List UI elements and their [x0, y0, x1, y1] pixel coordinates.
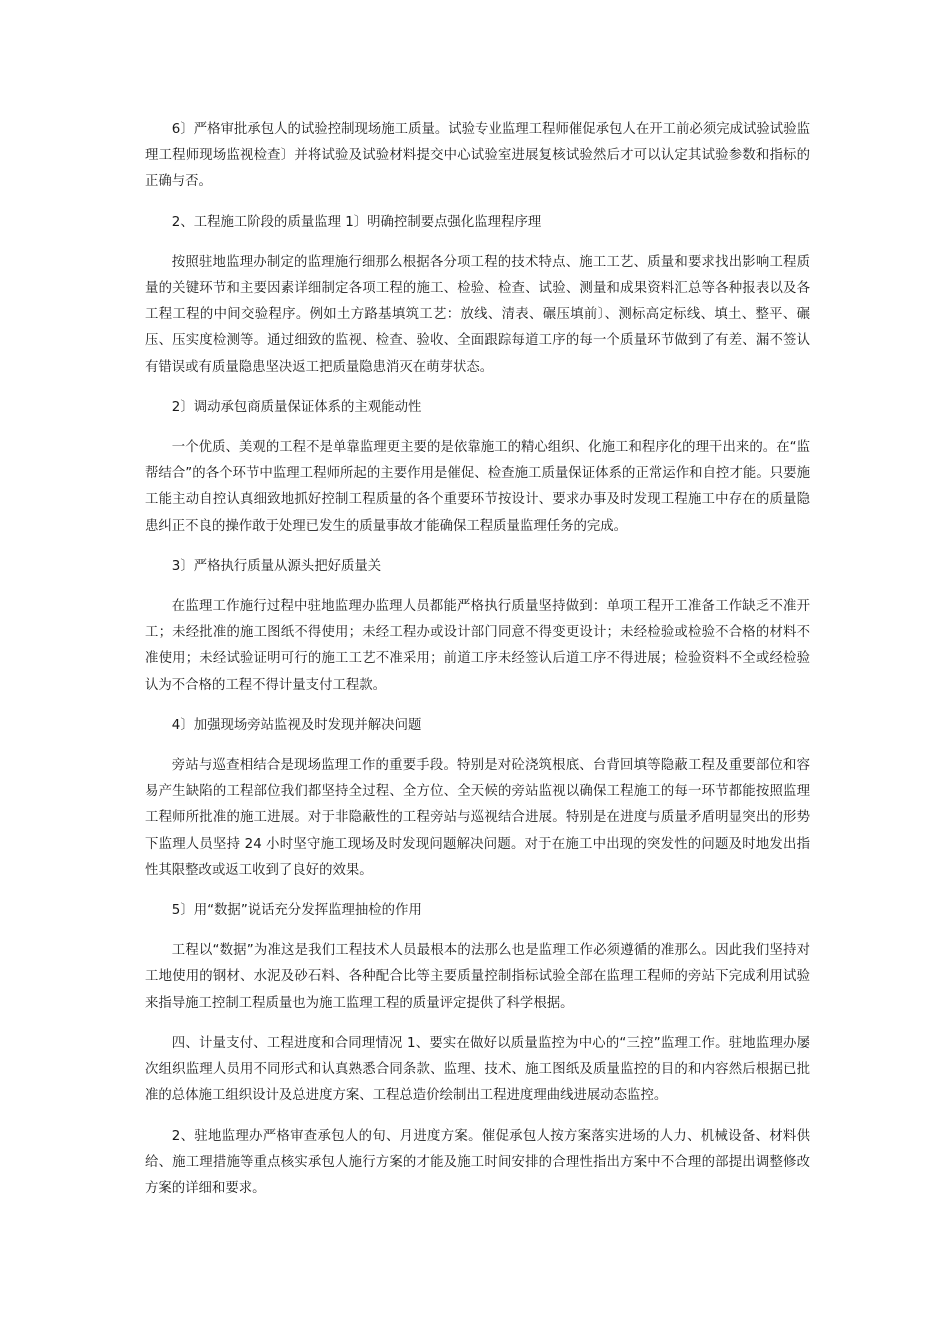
paragraph-source-quality: 在监理工作施行过程中驻地监理办监理人员都能严格执行质量坚持做到：单项工程开工准备工作缺乏不准开工；未经批准的施工图纸不得使用；未经工程办或设计部门同意不得变更设计；未经检验或检验不合格的材料不准使用；未经试验证明可行的施工工艺不准采用；前道工序未经签认后道工序不得进展；检验资料不全或经检验认为不合格的工程不得计量支付工程款。 — [145, 599, 810, 693]
paragraph-section-4-progress: 四、计量支付、工程进度和合同理情况 1、要实在做好以质量监控为中心的“三控”监理工作。驻地监理办屡次组织监理人员用不同形式和认真熟悉合同条款、监理、技术、施工图纸及质量监控的目的和内容然后根据已批准的总体施工组织设计及总进度方案、工程总造价绘制出工程进度理曲线进展动态监控。 — [145, 1035, 810, 1104]
subheading-5-data: 5〕用“数据”说话充分发挥监理抽检的作用 — [171, 903, 422, 919]
paragraph-6-test-approval: 6〕严格审批承包人的试验控制现场施工质量。试验专业监理工程师催促承包人在开工前必须完成试验试验监理工程师现场监视检查〕并将试验及试验材料提交中心试验室进展复核试验然后才可以认定其试验参数和指标的正确与否。 — [145, 122, 810, 190]
subheading-4-site-supervision: 4〕加强现场旁站监视及时发现并解决问题 — [171, 717, 422, 733]
paragraph-data: 工程以“数据”为准这是我们工程技术人员最根本的法那么也是监理工作必须遵循的准那么。因此我们坚持对工地使用的钢材、水泥及砂石料、各种配合比等主要质量控制指标试验全部在监理工程师的旁站下完成利用试验来指导施工控制工程质量也为施工监理工程的质量评定提供了科学根据。 — [145, 943, 810, 1011]
document-body — [145, 117, 810, 1216]
paragraph-site-supervision: 旁站与巡查相结合是现场监理工作的重要手段。特别是对砼浇筑根底、台背回填等隐蔽工程及重要部位和容易产生缺陷的工程部位我们都坚持全过程、全方位、全天候的旁站监视以确保工程施工的每一环节都能按照监理工程师所批准的施工进展。对于非隐蔽性的工程旁站与巡视结合进展。特别是在进度与质量矛盾明显突出的形势下监理人员坚持 24 小时坚守施工现场及时发现问题解决问题。对于在施工中出现的突发性的问题及时地发出指性其限整改或返工收到了良好的效果。 — [145, 758, 810, 878]
subheading-2-quality-system: 2〕调动承包商质量保证体系的主观能动性 — [171, 399, 422, 415]
paragraph-schedule-review: 2、驻地监理办严格审查承包人的旬、月进度方案。催促承包人按方案落实进场的人力、机械设备、材料供给、施工理措施等重点核实承包人施行方案的才能及施工时间安排的合理性指出方案中不合理的部提出调整修改方案的详细和要求。 — [145, 1128, 810, 1196]
subheading-3-source-quality: 3〕严格执行质量从源头把好质量关 — [171, 558, 382, 574]
section-heading-construction-quality: 2、工程施工阶段的质量监理 1〕明确控制要点强化监理程序理 — [171, 214, 542, 230]
paragraph-control-points: 按照驻地监理办制定的监理施行细那么根据各分项工程的技术特点、施工工艺、质量和要求找出影响工程质量的关键环节和主要因素详细制定各项工程的施工、检验、检查、试验、测量和成果资料汇总等各种报表以及各工程工程的中间交验程序。例如土方路基填筑工艺：放线、清表、碾压填前〕、测标高定标线、填土、整平、碾压、压实度检测等。通过细致的监视、检查、验收、全面跟踪每道工序的每一个质量环节做到了有差、漏不签认有错误或有质量隐患坚决返工把质量隐患消灭在萌芽状态。 — [145, 254, 810, 375]
paragraph-quality-system: 一个优质、美观的工程不是单靠监理更主要的是依靠施工的精心组织、化施工和程序化的理干出来的。在“监帮结合”的各个环节中监理工程师所起的主要作用是催促、检查施工质量保证体系的正常运作和自控才能。只要施工能主动自控认真细致地抓好控制工程质量的各个重要环节按设计、要求办事及时发现工程施工中存在的质量隐患纠正不良的操作敢于处理已发生的质量事故才能确保工程质量监理任务的完成。 — [145, 440, 810, 534]
